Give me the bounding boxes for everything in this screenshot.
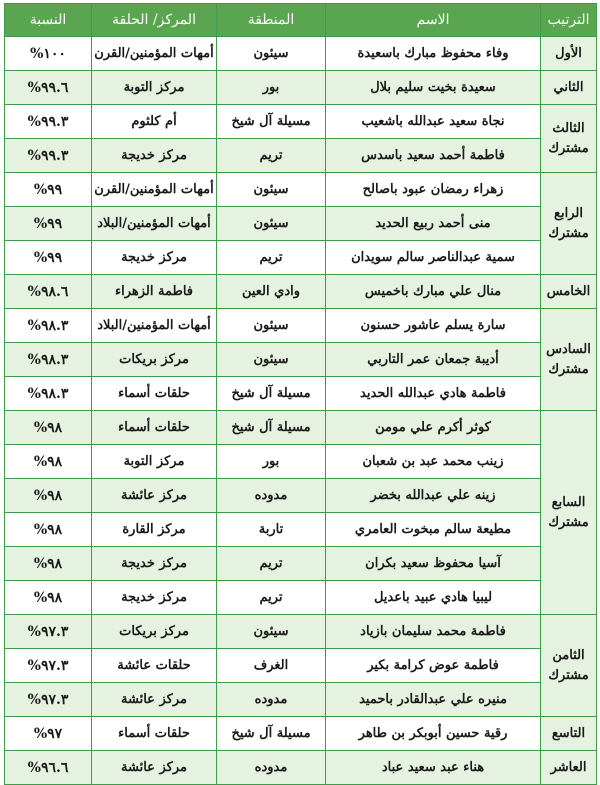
table-row: [5, 377, 597, 411]
percentage-cell: ٩٨%: [5, 513, 92, 547]
table-row: [5, 479, 597, 513]
name-cell: كوثر أكرم علي مومن: [326, 411, 541, 445]
name-cell: سعيدة بخيت سليم بلال: [326, 71, 541, 105]
name-cell: نجاة سعيد عبدالله باشعيب: [326, 105, 541, 139]
name-cell: منال علي مبارك باخميس: [326, 275, 541, 309]
percentage-cell: ٩٨%: [5, 411, 92, 445]
region-cell: مسيلة آل شيخ: [217, 105, 326, 139]
table-row: [5, 513, 597, 547]
rank-cell: السابع مشترك: [541, 411, 597, 615]
center-cell: أمهات المؤمنين/القرن: [92, 173, 217, 207]
table-row: [5, 37, 597, 71]
center-cell: مركز بريكات: [92, 615, 217, 649]
region-cell: تريم: [217, 241, 326, 275]
header-center: المركز/ الحلقة: [92, 4, 217, 37]
region-cell: الغرف: [217, 649, 326, 683]
percentage-cell: ١٠٠%: [5, 37, 92, 71]
region-cell: سيئون: [217, 37, 326, 71]
center-cell: مركز عائشة: [92, 751, 217, 785]
rank-cell: التاسع: [541, 717, 597, 751]
region-cell: مسيلة آل شيخ: [217, 411, 326, 445]
name-cell: فاطمة هادي عبدالله الحديد: [326, 377, 541, 411]
table-row: [5, 173, 597, 207]
center-cell: حلقات أسماء: [92, 377, 217, 411]
name-cell: زينه علي عبدالله بخضر: [326, 479, 541, 513]
region-cell: سيئون: [217, 309, 326, 343]
percentage-cell: ٩٨%: [5, 547, 92, 581]
percentage-cell: ٩٨.٣%: [5, 343, 92, 377]
center-cell: مركز خديجة: [92, 241, 217, 275]
percentage-cell: ٩٩%: [5, 207, 92, 241]
region-cell: سيئون: [217, 343, 326, 377]
region-cell: تريم: [217, 581, 326, 615]
center-cell: حلقات أسماء: [92, 717, 217, 751]
center-cell: مركز خديجة: [92, 547, 217, 581]
name-cell: أديبة جمعان عمر التاربي: [326, 343, 541, 377]
region-cell: سيئون: [217, 207, 326, 241]
percentage-cell: ٩٩.٣%: [5, 105, 92, 139]
rank-cell: السادس مشترك: [541, 309, 597, 411]
name-cell: هناء عبد سعيد عباد: [326, 751, 541, 785]
name-cell: فاطمة محمد سليمان بازياد: [326, 615, 541, 649]
header-row: [5, 4, 597, 37]
percentage-cell: ٩٩%: [5, 173, 92, 207]
table-row: [5, 275, 597, 309]
center-cell: مركز التوبة: [92, 445, 217, 479]
results-body: [5, 37, 597, 785]
percentage-cell: ٩٩.٣%: [5, 139, 92, 173]
table-row: [5, 241, 597, 275]
table-row: [5, 207, 597, 241]
table-row: [5, 717, 597, 751]
center-cell: أمهات المؤمنين/البلاد: [92, 207, 217, 241]
table-row: [5, 343, 597, 377]
center-cell: مركز القارة: [92, 513, 217, 547]
region-cell: مسيلة آل شيخ: [217, 377, 326, 411]
center-cell: أم كلثوم: [92, 105, 217, 139]
region-cell: مدوده: [217, 751, 326, 785]
table-row: [5, 445, 597, 479]
table-row: [5, 683, 597, 717]
center-cell: أمهات المؤمنين/البلاد: [92, 309, 217, 343]
center-cell: مركز عائشة: [92, 683, 217, 717]
rank-cell: العاشر: [541, 751, 597, 785]
percentage-cell: ٩٨%: [5, 581, 92, 615]
percentage-cell: ٩٩.٦%: [5, 71, 92, 105]
table-row: [5, 139, 597, 173]
center-cell: مركز عائشة: [92, 479, 217, 513]
percentage-cell: ٩٧.٣%: [5, 683, 92, 717]
header-region: المنطقة: [217, 4, 326, 37]
center-cell: مركز التوبة: [92, 71, 217, 105]
table-row: [5, 615, 597, 649]
region-cell: تريم: [217, 139, 326, 173]
table-row: [5, 581, 597, 615]
name-cell: ليبيا هادي عبيد باعديل: [326, 581, 541, 615]
percentage-cell: ٩٧.٣%: [5, 615, 92, 649]
header-name: الاسم: [326, 4, 541, 37]
header-rank: الترتيب: [541, 4, 597, 37]
percentage-cell: ٩٧.٣%: [5, 649, 92, 683]
region-cell: سيئون: [217, 615, 326, 649]
percentage-cell: ٩٧%: [5, 717, 92, 751]
region-cell: وادي العين: [217, 275, 326, 309]
region-cell: مسيلة آل شيخ: [217, 717, 326, 751]
percentage-cell: ٩٦.٦%: [5, 751, 92, 785]
name-cell: آسيا محفوظ سعيد بكران: [326, 547, 541, 581]
name-cell: سمية عبدالناصر سالم سويدان: [326, 241, 541, 275]
region-cell: بور: [217, 71, 326, 105]
name-cell: فاطمة أحمد سعيد باسدس: [326, 139, 541, 173]
name-cell: زينب محمد عبد بن شعبان: [326, 445, 541, 479]
percentage-cell: ٩٨.٣%: [5, 377, 92, 411]
center-cell: مركز بريكات: [92, 343, 217, 377]
results-table: [4, 3, 597, 785]
center-cell: حلقات أسماء: [92, 411, 217, 445]
center-cell: حلقات عائشة: [92, 649, 217, 683]
name-cell: سارة يسلم عاشور حسنون: [326, 309, 541, 343]
name-cell: منى أحمد ربيع الحديد: [326, 207, 541, 241]
percentage-cell: ٩٨.٣%: [5, 309, 92, 343]
name-cell: منيره علي عبدالقادر باحميد: [326, 683, 541, 717]
center-cell: أمهات المؤمنين/القرن: [92, 37, 217, 71]
table-row: [5, 71, 597, 105]
percentage-cell: ٩٩%: [5, 241, 92, 275]
center-cell: مركز خديجة: [92, 139, 217, 173]
center-cell: مركز خديجة: [92, 581, 217, 615]
percentage-cell: ٩٨.٦%: [5, 275, 92, 309]
table-row: [5, 547, 597, 581]
name-cell: رقية حسين أبوبكر بن طاهر: [326, 717, 541, 751]
name-cell: فاطمة عوض كرامة بكير: [326, 649, 541, 683]
table-row: [5, 751, 597, 785]
rank-cell: الخامس: [541, 275, 597, 309]
region-cell: سيئون: [217, 173, 326, 207]
name-cell: وفاء محفوظ مبارك باسعيدة: [326, 37, 541, 71]
region-cell: تريم: [217, 547, 326, 581]
rank-cell: الثالث مشترك: [541, 105, 597, 173]
table-row: [5, 309, 597, 343]
rank-cell: الثامن مشترك: [541, 615, 597, 717]
region-cell: بور: [217, 445, 326, 479]
rank-cell: الأول: [541, 37, 597, 71]
center-cell: فاطمة الزهراء: [92, 275, 217, 309]
name-cell: زهراء رمضان عبود باصالح: [326, 173, 541, 207]
table-row: [5, 649, 597, 683]
rank-cell: الثاني: [541, 71, 597, 105]
header-percentage: النسبة: [5, 4, 92, 37]
percentage-cell: ٩٨%: [5, 445, 92, 479]
name-cell: مطيعة سالم مبخوت العامري: [326, 513, 541, 547]
rank-cell: الرابع مشترك: [541, 173, 597, 275]
region-cell: مدوده: [217, 479, 326, 513]
table-row: [5, 105, 597, 139]
region-cell: تاربة: [217, 513, 326, 547]
table-row: [5, 411, 597, 445]
region-cell: مدوده: [217, 683, 326, 717]
percentage-cell: ٩٨%: [5, 479, 92, 513]
